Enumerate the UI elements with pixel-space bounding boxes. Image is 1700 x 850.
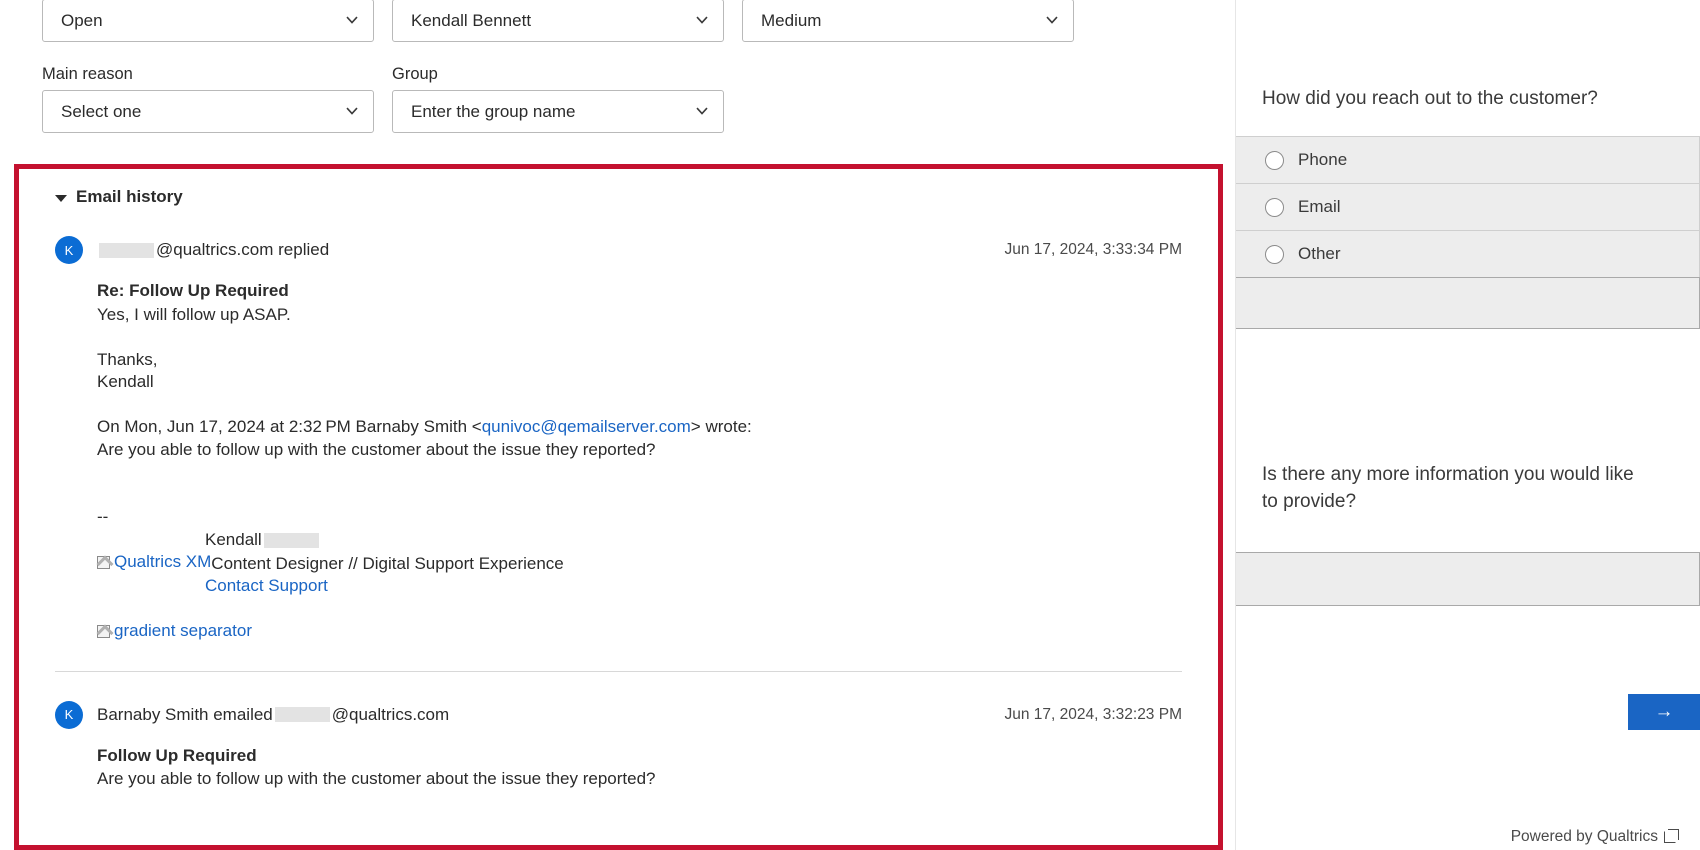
- email-subject: Re: Follow Up Required: [97, 281, 289, 300]
- redacted-text: [99, 243, 154, 258]
- powered-by-label: Powered by Qualtrics: [1510, 828, 1658, 845]
- email-signoff-name: Kendall: [97, 372, 154, 391]
- ticket-fields-row-1: [42, 0, 1074, 42]
- email-line: Are you able to follow up with the customer about the issue they reported?: [97, 769, 656, 788]
- redacted-text: [275, 707, 330, 722]
- email-sender: [97, 705, 449, 725]
- signature-separator-row: [97, 620, 1182, 644]
- email-signoff: Thanks,: [97, 349, 158, 369]
- assignee-field: [392, 0, 724, 42]
- survey-choice-label: Email: [1298, 197, 1341, 216]
- broken-image-qualtrics-logo: [97, 551, 211, 574]
- email-history-card: [14, 164, 1223, 850]
- radio-icon[interactable]: [1265, 151, 1284, 170]
- group-field: [392, 64, 724, 133]
- signature-role-row: [97, 551, 1182, 575]
- chevron-down-icon: [345, 12, 359, 26]
- survey-other-text-input[interactable]: [1235, 277, 1700, 329]
- survey-choice-phone[interactable]: [1235, 136, 1700, 183]
- email-line: Yes, I will follow up ASAP.: [97, 304, 291, 324]
- email-body: [97, 745, 1182, 791]
- spacer: [97, 484, 1182, 507]
- priority-select[interactable]: [742, 0, 1074, 42]
- signature-dashes: --: [97, 507, 109, 526]
- main-reason-select-value: Select one: [61, 101, 142, 121]
- group-label: Group: [392, 65, 438, 83]
- divider: [55, 671, 1182, 672]
- contact-support-link[interactable]: Contact Support: [205, 576, 328, 596]
- quote-prefix: On Mon, Jun 17, 2024 at 2:32 PM Barnaby Smith <: [97, 417, 482, 436]
- survey-text-answer-input[interactable]: [1235, 552, 1700, 606]
- signature-role: Content Designer // Digital Support Experience: [211, 553, 564, 573]
- group-select[interactable]: [392, 90, 724, 133]
- chevron-down-icon: [345, 103, 359, 117]
- survey-question-1: How did you reach out to the customer?: [1262, 88, 1598, 109]
- chevron-down-icon: [1045, 12, 1059, 26]
- survey-choice-group: [1235, 136, 1700, 329]
- survey-pane: [1235, 0, 1700, 850]
- survey-choice-other[interactable]: [1235, 230, 1700, 277]
- broken-image-icon: [97, 625, 110, 638]
- spacer: [97, 394, 1182, 417]
- email-quote-body: Are you able to follow up with the customer about the issue they reported?: [97, 439, 656, 459]
- next-page-button[interactable]: →: [1628, 694, 1700, 730]
- email-history-section-header[interactable]: [55, 187, 1182, 207]
- priority-field: [742, 0, 1074, 42]
- broken-image-gradient-separator: [97, 620, 252, 643]
- spacer: [97, 598, 1182, 621]
- group-select-value: Enter the group name: [411, 101, 576, 121]
- signature-name: Kendall: [205, 529, 262, 549]
- avatar: K: [55, 236, 83, 264]
- signature-name-row: [205, 529, 1182, 552]
- main-reason-field: [42, 64, 374, 133]
- main-reason-label: Main reason: [42, 65, 133, 83]
- main-reason-select[interactable]: [42, 90, 374, 133]
- quote-suffix: > wrote:: [690, 417, 752, 436]
- spacer: [97, 461, 1182, 484]
- external-link-icon: [1664, 831, 1676, 843]
- email-message: [55, 701, 1182, 791]
- quote-email-link[interactable]: qunivoc@qemailserver.com: [481, 417, 691, 436]
- assignee-select-value: Kendall Bennett: [411, 10, 532, 30]
- powered-by-footer[interactable]: [1511, 828, 1676, 846]
- broken-image-alt: Qualtrics XM: [114, 552, 212, 571]
- broken-image-alt: gradient separator: [114, 621, 252, 641]
- assignee-select[interactable]: [392, 0, 724, 42]
- priority-select-value: Medium: [761, 10, 822, 30]
- email-sender-domain: @qualtrics.com: [331, 704, 450, 724]
- survey-choice-label: Other: [1298, 244, 1341, 263]
- status-select[interactable]: [42, 0, 374, 42]
- radio-icon[interactable]: [1265, 245, 1284, 264]
- caret-down-icon: [55, 195, 67, 202]
- email-message: [55, 236, 1182, 672]
- email-quote-header: [97, 416, 1182, 439]
- spacer: [97, 326, 1182, 349]
- ticket-fields-row-2: [42, 64, 724, 133]
- radio-icon[interactable]: [1265, 198, 1284, 217]
- email-subject: Follow Up Required: [97, 745, 257, 765]
- email-body: [97, 280, 1182, 645]
- survey-choice-email[interactable]: [1235, 183, 1700, 230]
- email-timestamp: Jun 17, 2024, 3:32:23 PM: [1004, 705, 1182, 723]
- email-history-title: Email history: [76, 187, 183, 206]
- survey-question-2: Is there any more information you would like to provide?: [1262, 464, 1634, 512]
- email-sender-label: Barnaby Smith emailed: [97, 704, 273, 724]
- survey-choice-label: Phone: [1298, 150, 1348, 169]
- chevron-down-icon: [695, 103, 709, 117]
- avatar: K: [55, 701, 83, 729]
- status-select-value: Open: [61, 10, 103, 30]
- broken-image-icon: [97, 556, 110, 569]
- chevron-down-icon: [695, 12, 709, 26]
- contact-support-link-row: [205, 575, 1182, 598]
- email-sender: [97, 240, 329, 260]
- redacted-text: [264, 533, 319, 548]
- status-field: [42, 0, 374, 42]
- email-sender-label: @qualtrics.com replied: [156, 240, 330, 259]
- email-timestamp: Jun 17, 2024, 3:33:34 PM: [1004, 241, 1182, 258]
